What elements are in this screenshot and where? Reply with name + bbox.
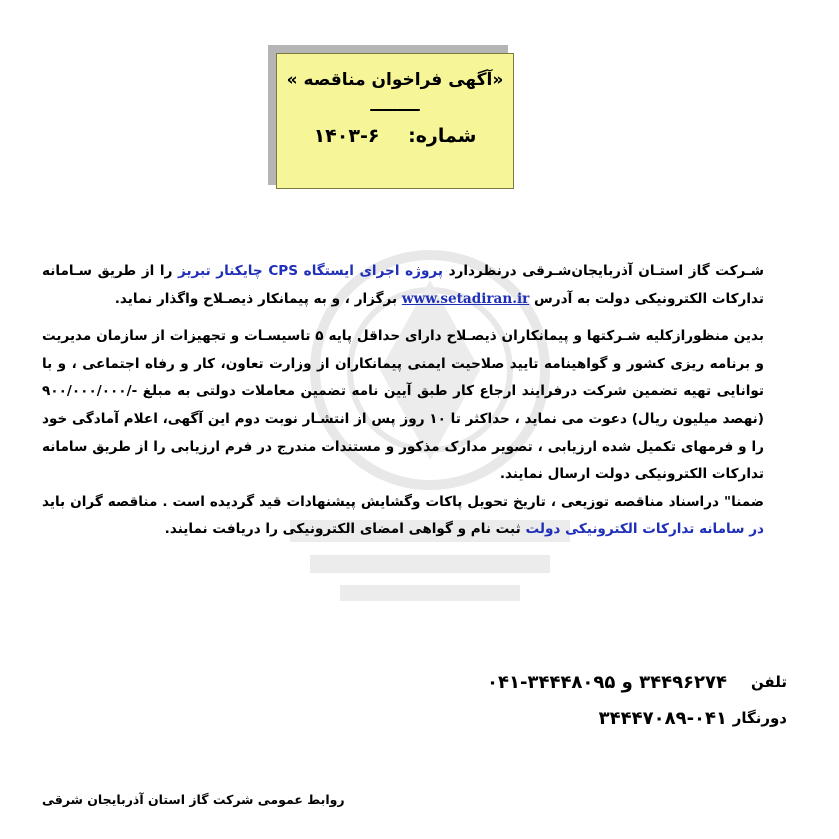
notice-body (42, 258, 764, 544)
intro-text-b: را از طریق سـامانه تدارکات الکترونیکی دولت به آدرس (42, 263, 764, 307)
notice-number-value: ۶-۱۴۰۳ (313, 125, 380, 147)
footer-signature: روابط عمومی شرکت گاز استان آذربایجان شرقی (42, 792, 345, 807)
note-text-b: ثبت نام و گواهی امضای الکترونیکی را دریافت نمایند. (164, 521, 526, 538)
phone-value: ۳۴۴۹۶۲۷۴ و ۳۴۴۴۸۰۹۵-۰۴۱ (487, 671, 727, 693)
notice-header-box (276, 53, 514, 189)
paragraph-note (42, 489, 764, 544)
fax-row (457, 700, 787, 736)
title-dashes: ـــــــــ (370, 96, 420, 115)
notice-number-label: شماره: (408, 125, 477, 147)
phone-row (457, 664, 787, 700)
project-name: پروژه اجرای ایستگاه CPS چایکنار تبریز (178, 263, 443, 279)
note-highlight: در سامانه تدارکات الکترونیکی دولت (525, 521, 764, 538)
fax-value: ۳۴۴۴۷۰۸۹-۰۴۱ (598, 707, 727, 729)
notice-number (277, 125, 513, 147)
setadiran-link[interactable]: www.setadiran.ir (401, 290, 530, 307)
fax-label: دورنگار (732, 709, 787, 727)
notice-title: «آگهی فراخوان مناقصه » (286, 70, 504, 90)
contact-info (457, 664, 787, 736)
paragraph-requirements: بدین منظورازکلیه شـرکتها و پیمانکاران ذیصـلاح دارای حداقل پایه ۵ تاسیسـات و تجهیزات از سازمان مدیریت و برنامه ریزی کشور و گواهینامه تایید صلاحیت ایمنی پیمانکاران از وزارت تعاون، کار و رفاه اجتماعی ، و با توانایی تهیه تضمین شرکت درفرایند ارجاع کار طبق آیین نامه تضمین معاملات دولتی به مبلغ -/۹۰۰/۰۰۰/۰۰۰ (نهصد میلیون ریال) دعوت می نماید ، حداکثر تا ۱۰ روز پس از انتشـار نوبت دوم این آگهی، اعلام آمادگی خود را و فرمهای تکمیل شده ارزیابی ، تصویر مدارک مذکور و مستندات مندرج در فرم ارزیابی را از طریق سامانه تدارکات الکترونیکی دولت ارسال نمایند. (42, 328, 764, 483)
intro-text-a: شـرکت گاز استـان آذربایجان‌شـرقی درنظردارد (442, 263, 764, 279)
phone-label: تلفن (750, 673, 787, 691)
paragraph-intro (42, 258, 764, 313)
note-text-a: ضمنا" دراسناد مناقصه توزیعی ، تاریخ تحویل پاکات وگشایش پیشنهادات قید گردیده است . مناقصه گران باید (42, 493, 764, 510)
intro-text-c: برگزار ، و به پیمانکار ذیصـلاح واگذار نماید. (114, 290, 402, 307)
